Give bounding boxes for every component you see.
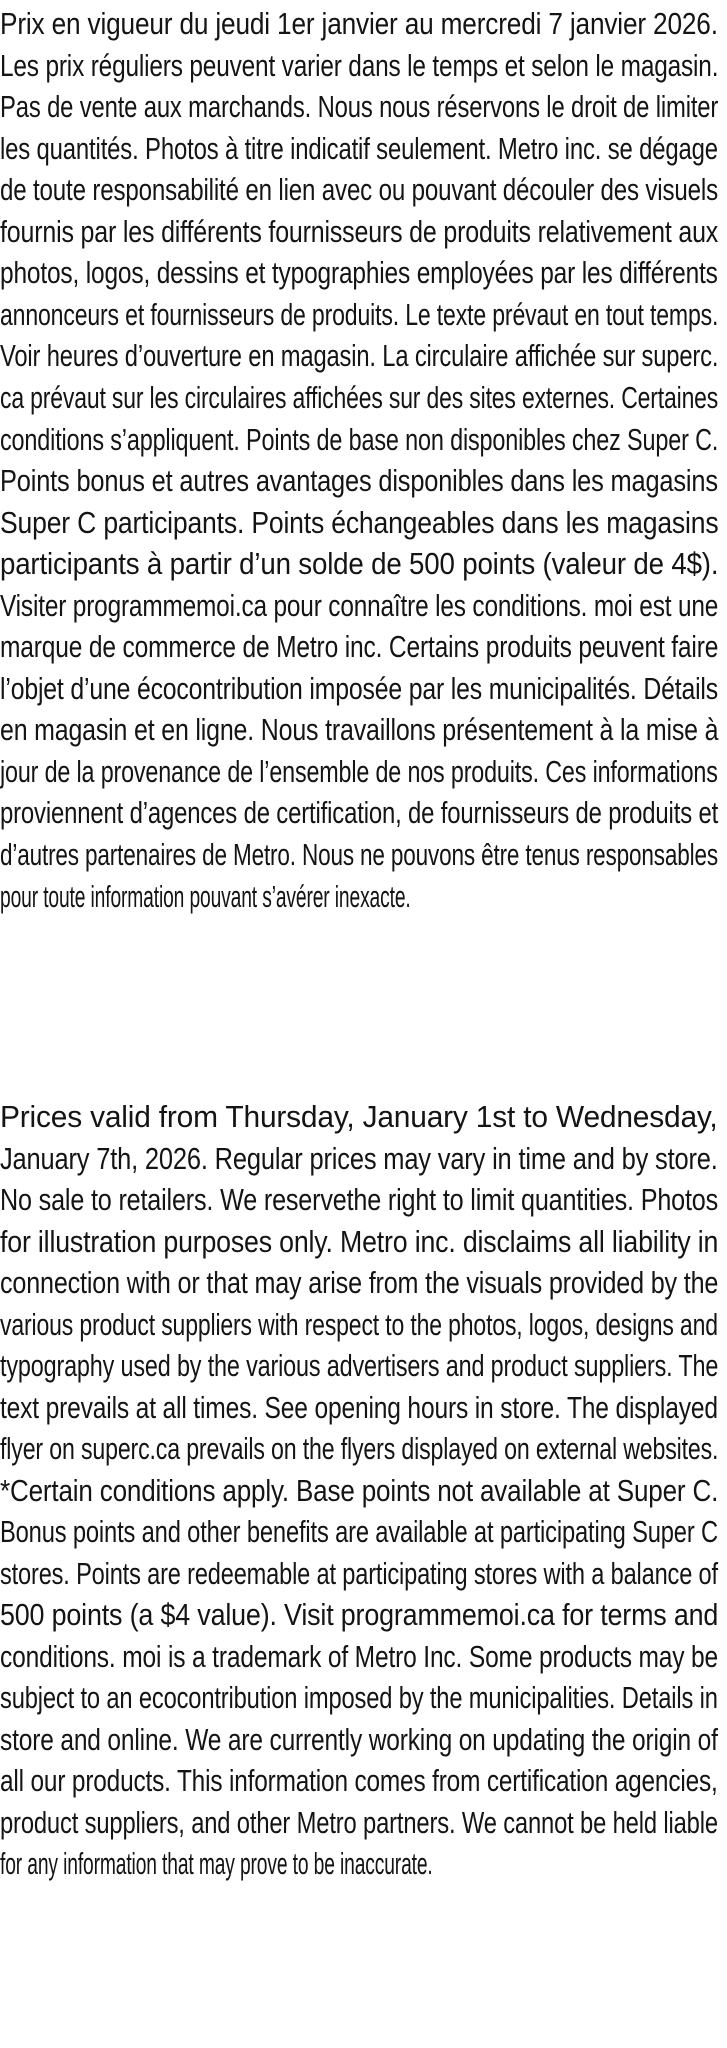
text-line <box>0 1139 727 1179</box>
text-line-content: fournis par les différents fournisseurs de produits relativement aux <box>0 213 719 249</box>
text-line <box>0 1512 727 1552</box>
text-line-content: Pas de vente aux marchands. Nous nous réservons le droit de limiter <box>0 89 719 125</box>
text-line <box>0 1180 727 1220</box>
text-line <box>0 1637 727 1677</box>
text-line <box>0 793 727 833</box>
text-line <box>0 877 727 917</box>
text-line <box>0 1844 727 1884</box>
text-line <box>0 1429 727 1469</box>
text-line <box>0 1720 727 1760</box>
text-line-content: text prevails at all times. See opening hours in store. The displayed <box>0 1389 718 1425</box>
text-line-content: jour de la provenance de l’ensemble de nos produits. Ces informations <box>0 753 718 789</box>
text-line <box>0 1678 727 1718</box>
text-line-content: product suppliers, and other Metro partners. We cannot be held liable <box>0 1804 718 1840</box>
text-line <box>0 1803 727 1843</box>
text-line <box>0 544 727 584</box>
text-line <box>0 710 727 750</box>
text-line-content: ca prévaut sur les circulaires affichées sur des sites externes. Certaines <box>0 379 719 415</box>
text-line-content: all our products. This information comes from certification agencies, <box>0 1763 718 1798</box>
text-line-content: typography used by the various advertisers and product suppliers. The <box>0 1348 719 1383</box>
text-line <box>0 752 727 792</box>
text-line-content: *Certain conditions apply. Base points not available at Super C. <box>0 1472 719 1508</box>
text-line-content: conditions. moi is a trademark of Metro Inc. Some products may be <box>0 1638 719 1674</box>
text-line-content: No sale to retailers. We reservethe right to limit quantities. Photos <box>0 1182 719 1217</box>
text-line-content: Prices valid from Thursday, January 1st to Wednesday, <box>0 1099 718 1134</box>
text-line <box>0 420 727 460</box>
text-line-content: subject to an ecocontribution imposed by the municipalities. Details in <box>0 1680 718 1715</box>
text-line-content: Bonus points and other benefits are available at participating Super C <box>0 1514 718 1549</box>
text-line-content: for illustration purposes only. Metro inc. disclaims all liability in <box>0 1223 719 1259</box>
text-line-content: photos, logos, dessins et typographies employées par les différents <box>0 255 718 291</box>
text-line-content: 500 points (a $4 value). Visit programmemoi.ca for terms and <box>0 1597 719 1632</box>
text-line <box>0 212 727 252</box>
text-line-content: flyer on superc.ca prevails on the flyers displayed on external websites. <box>0 1431 719 1466</box>
text-line-content: conditions s’appliquent. Points de base non disponibles chez Super C. <box>0 421 719 457</box>
text-line <box>0 835 727 875</box>
text-line <box>0 1595 727 1635</box>
text-line <box>0 129 727 169</box>
text-line <box>0 1263 727 1303</box>
text-line-content: participants à partir d’un solde de 500 points (valeur de 4$). <box>0 546 719 582</box>
text-line-content: January 7th, 2026. Regular prices may vary in time and by store. <box>0 1140 718 1176</box>
text-line <box>0 1222 727 1262</box>
text-line <box>0 46 727 86</box>
text-line-content: marque de commerce de Metro inc. Certains produits peuvent faire <box>0 629 719 665</box>
text-line-content: Points bonus et autres avantages disponibles dans les magasins <box>0 463 718 499</box>
text-line <box>0 1305 727 1345</box>
text-line-content: for any information that may prove to be inaccurate. <box>0 1846 433 1881</box>
text-line <box>0 461 727 501</box>
text-line-content: d’autres partenaires de Metro. Nous ne pouvons être tenus responsables <box>0 837 718 872</box>
text-line <box>0 170 727 210</box>
text-line-content: Prix en vigueur du jeudi 1er janvier au mercredi 7 janvier 2026. <box>0 6 718 41</box>
text-line <box>0 669 727 709</box>
text-line <box>0 503 727 543</box>
text-line <box>0 87 727 127</box>
text-line <box>0 295 727 335</box>
text-line-content: Visiter programmemoi.ca pour connaître les conditions. moi est une <box>0 587 719 623</box>
text-line <box>0 253 727 293</box>
text-line-content: pour toute information pouvant s’avérer inexacte. <box>0 878 411 914</box>
text-line <box>0 1388 727 1428</box>
text-line-content: stores. Points are redeemable at participating stores with a balance of <box>0 1555 718 1591</box>
text-line-content: proviennent d’agences de certification, de fournisseurs de produits et <box>0 795 719 831</box>
text-line <box>0 1761 727 1801</box>
text-line <box>0 1097 727 1137</box>
text-line-content: Super C participants. Points échangeables dans les magasins <box>0 504 719 540</box>
text-line-content: en magasin et en ligne. Nous travaillons présentement à la mise à <box>0 712 719 748</box>
text-line <box>0 586 727 626</box>
text-line-content: various product suppliers with respect to the photos, logos, designs and <box>0 1306 718 1342</box>
text-line-content: store and online. We are currently working on updating the origin of <box>0 1721 718 1757</box>
text-line-content: Voir heures d’ouverture en magasin. La circulaire affichée sur superc. <box>0 338 719 374</box>
text-line <box>0 378 727 418</box>
text-line <box>0 336 727 376</box>
text-line <box>0 1346 727 1386</box>
text-line-content: l’objet d’une écocontribution imposée par les municipalités. Détails <box>0 670 719 706</box>
text-line-content: annonceurs et fournisseurs de produits. Le texte prévaut en tout temps. <box>0 296 719 332</box>
text-line-content: connection with or that may arise from the visuals provided by the <box>0 1265 719 1300</box>
text-line <box>0 4 727 44</box>
text-line <box>0 1554 727 1594</box>
text-line-content: Les prix réguliers peuvent varier dans le temps et selon le magasin. <box>0 47 719 83</box>
text-line <box>0 627 727 667</box>
text-line <box>0 1471 727 1511</box>
text-line-content: de toute responsabilité en lien avec ou pouvant découler des visuels <box>0 172 718 208</box>
text-line-content: les quantités. Photos à titre indicatif seulement. Metro inc. se dégage <box>0 130 718 166</box>
